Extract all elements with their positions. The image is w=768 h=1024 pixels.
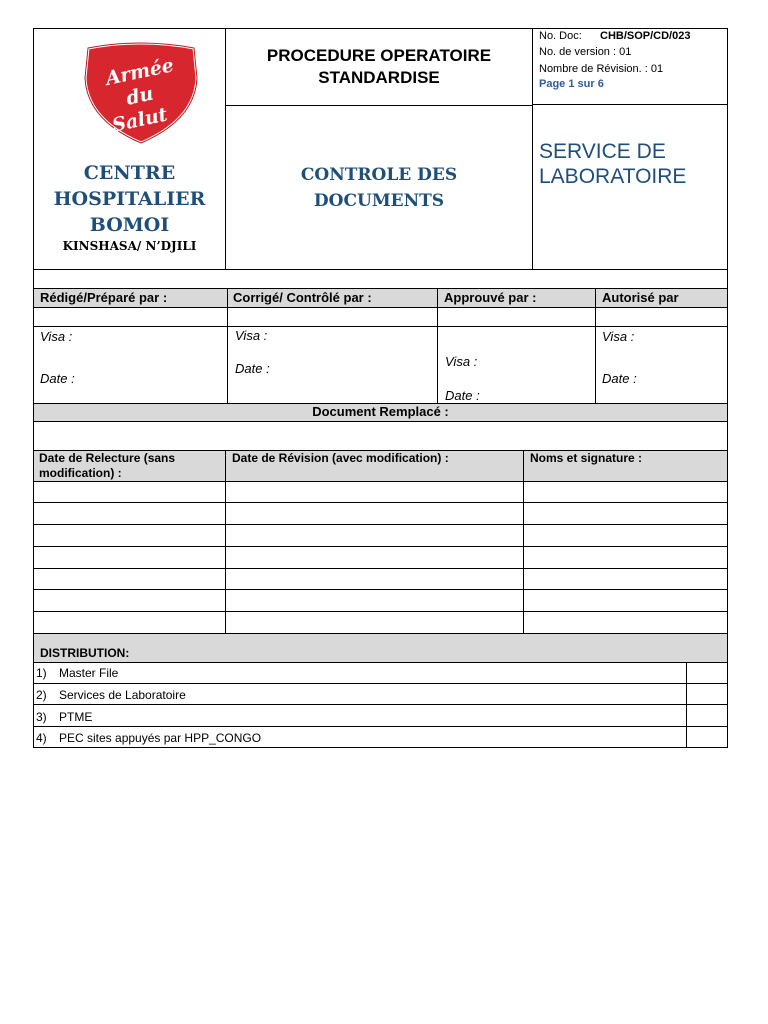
visa-label: Visa : — [40, 329, 73, 344]
table-border — [33, 502, 728, 503]
procedure-title-line-1: PROCEDURE OPERATOIRE — [266, 46, 492, 65]
table-border — [595, 288, 596, 404]
approval-col-checked: Corrigé/ Contrôlé par : — [233, 290, 372, 305]
org-location: KINSHASA/ N’DJILI — [62, 239, 197, 253]
salvation-army-logo — [80, 40, 202, 146]
table-border — [225, 450, 226, 634]
date-label: Date : — [235, 361, 270, 376]
logo-text-line-3: Salut — [110, 103, 170, 137]
subject-line-2: DOCUMENTS — [313, 191, 445, 211]
procedure-title-line-2: STANDARDISE — [318, 68, 440, 87]
visa-label: Visa : — [602, 329, 635, 344]
table-border — [33, 747, 728, 748]
document-replaced-label: Document Remplacé : — [312, 404, 449, 419]
approval-col-authorized: Autorisé par — [602, 290, 679, 305]
doc-number-value: CHB/SOP/CD/023 — [600, 30, 691, 42]
org-name-line-3: BOMOI — [89, 214, 170, 236]
distribution-item-label: Master File — [59, 666, 119, 680]
logo-text-line-1: Armée — [103, 54, 176, 91]
approval-col-approved: Approuvé par : — [444, 290, 537, 305]
version-info: No. de version : 01 — [539, 46, 632, 58]
shield-icon — [80, 40, 202, 146]
distribution-title: DISTRIBUTION: — [40, 646, 130, 660]
table-border — [225, 105, 532, 106]
service-line-1: SERVICE DE — [539, 140, 666, 163]
distribution-item-number: 1) — [36, 666, 47, 680]
page-number: Page 1 sur 6 — [539, 78, 604, 90]
table-border — [33, 326, 728, 327]
approval-col-prepared: Rédigé/Préparé par : — [40, 290, 168, 305]
distribution-header-shading — [34, 634, 727, 662]
date-label: Date : — [602, 371, 637, 386]
table-border — [33, 269, 728, 270]
table-border — [33, 568, 728, 569]
revision-date-header: Date de Révision (avec modification) : — [232, 451, 449, 465]
distribution-item-label: PTME — [59, 710, 93, 724]
subject-line-1: CONTROLE DES — [300, 165, 458, 185]
table-border — [437, 288, 438, 404]
distribution-item-label: Services de Laboratoire — [59, 688, 186, 702]
table-border — [33, 662, 728, 663]
org-name-line-1: CENTRE — [83, 162, 176, 184]
table-border — [532, 28, 533, 270]
visa-label: Visa : — [235, 328, 268, 343]
table-border — [33, 524, 728, 525]
table-border — [33, 421, 728, 422]
service-line-2: LABORATOIRE — [539, 165, 687, 188]
distribution-item-number: 4) — [36, 731, 47, 745]
table-border — [33, 704, 728, 705]
revision-info: Nombre de Révision. : 01 — [539, 63, 664, 75]
table-border — [523, 450, 524, 634]
table-border — [33, 683, 728, 684]
table-border — [33, 307, 728, 308]
date-label: Date : — [445, 388, 480, 403]
review-date-header-line-2: modification) : — [39, 466, 122, 480]
table-border — [33, 726, 728, 727]
org-name-line-2: HOSPITALIER — [53, 188, 206, 210]
distribution-item-number: 3) — [36, 710, 47, 724]
visa-label: Visa : — [445, 354, 478, 369]
table-border — [33, 589, 728, 590]
table-border — [227, 288, 228, 404]
table-border — [33, 28, 34, 748]
date-label: Date : — [40, 371, 75, 386]
table-border — [532, 104, 728, 105]
table-border — [33, 546, 728, 547]
logo-text-line-2: du — [124, 82, 156, 110]
table-border — [727, 28, 728, 748]
names-signature-header: Noms et signature : — [530, 451, 643, 465]
table-border — [686, 662, 687, 748]
table-border — [33, 481, 728, 482]
distribution-item-number: 2) — [36, 688, 47, 702]
doc-number-label: No. Doc: — [539, 30, 582, 42]
table-border — [33, 611, 728, 612]
distribution-item-label: PEC sites appuyés par HPP_CONGO — [59, 731, 262, 745]
review-date-header-line-1: Date de Relecture (sans — [39, 451, 176, 465]
table-border — [33, 633, 728, 634]
